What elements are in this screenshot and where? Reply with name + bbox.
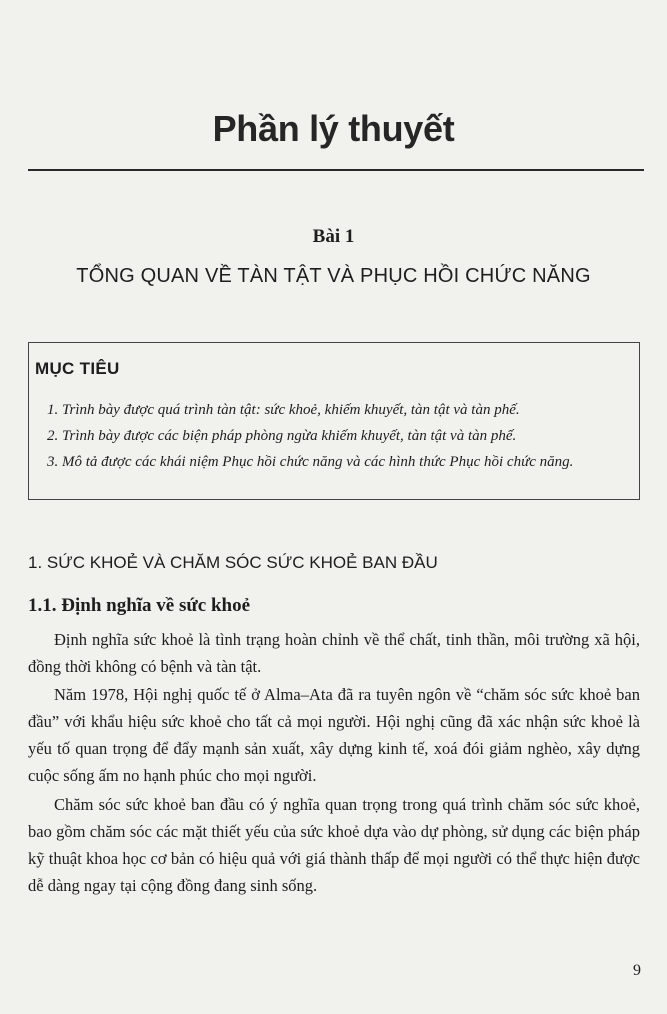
objectives-heading: MỤC TIÊU: [35, 359, 120, 378]
title-divider: [28, 169, 644, 171]
lesson-title: TỔNG QUAN VỀ TÀN TẬT VÀ PHỤC HỒI CHỨC NĂNG: [76, 265, 591, 287]
part-title: Phần lý thuyết: [212, 108, 455, 149]
paragraph: Năm 1978, Hội nghị quốc tế ở Alma–Ata đã ra tuyên ngôn về “chăm sóc sức khoẻ ban đầu” với khẩu hiệu sức khoẻ cho tất cả mọi người. Hội nghị cũng đã xác nhận sức khoẻ là yếu tố quan trọng để đẩy mạnh sản xuất, xây dựng kinh tế, xoá đói giảm nghèo, xây dựng cuộc sống ấm no hạnh phúc cho mọi người.: [28, 685, 640, 785]
paragraph: Chăm sóc sức khoẻ ban đầu có ý nghĩa quan trọng trong quá trình chăm sóc sức khoẻ, bao gồm chăm sóc các mặt thiết yếu của sức khoẻ dựa vào dự phòng, sử dụng các biện pháp kỹ thuật khoa học cơ bản có hiệu quả với giá thành thấp để mọi người có thể thực hiện được dễ dàng ngay tại cộng đồng đang sinh sống.: [28, 795, 640, 895]
paragraph: Định nghĩa sức khoẻ là tình trạng hoàn chỉnh về thể chất, tinh thần, môi trường xã hội, đồng thời không có bệnh và tàn tật.: [28, 630, 640, 676]
objectives-box: [28, 342, 640, 500]
objective-item: 3. Mô tả được các khái niệm Phục hồi chức năng và các hình thức Phục hồi chức năng.: [47, 454, 574, 470]
lesson-number: Bài 1: [312, 226, 355, 247]
page-number: 9: [633, 962, 641, 979]
objective-item: 2. Trình bày được các biện pháp phòng ngừa khiếm khuyết, tàn tật và tàn phế.: [47, 428, 517, 444]
section-heading-1: 1. SỨC KHOẺ VÀ CHĂM SÓC SỨC KHOẺ BAN ĐẦU: [28, 553, 438, 572]
objective-item: 1. Trình bày được quá trình tàn tật: sức khoẻ, khiếm khuyết, tàn tật và tàn phế.: [47, 402, 520, 418]
section-heading-1-1: 1.1. Định nghĩa về sức khoẻ: [28, 595, 251, 616]
